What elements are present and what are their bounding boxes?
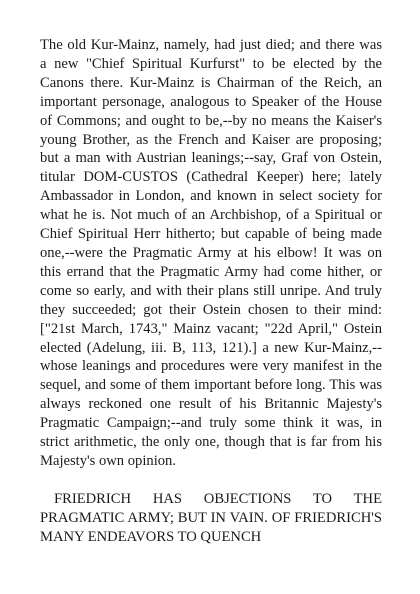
body-paragraph: The old Kur-Mainz, namely, had just died; and there was a new "Chief Spiritual Kurfurst" to be elected by the Canons there. Kur-Mainz is Chairman of the Reich, an important personage, analogous to Speaker of the House of Commons; and ought to be,--by no means the Kaiser's young Brother, as the French and Kaiser are proposing; but a man with Austrian leanings;--say, Graf von Ostein, titular DOM-CUSTOS (Cathedral Keeper) here; lately Ambassador in London, and known in select society for what he is. Not much of an Archbishop, of a Spiritual or Chief Spiritual Herr hitherto; but capable of being made one,--were the Pragmatic Army at his elbow! It was on this errand that the Pragmatic Army had come hither, or come so early, and with their plans still unripe. And truly they succeeded; got their Ostein chosen to their mind: ["21st March, 1743," Mainz vacant; "22d April," Ostein elected (Adelung, iii. B, 113, 121).] a new Kur-Mainz,--whose leanings and procedures were very manifest in the sequel, and some of them important before long. This was always reckoned one result of his Britannic Majesty's Pragmatic Campaign;--and truly some think it was, in strict arithmetic, the only one, though that is far from his Majesty's own opinion.: [40, 37, 382, 469]
section-heading: FRIEDRICH HAS OBJECTIONS TO THE PRAGMATIC ARMY; BUT IN VAIN. OF FRIEDRICH'S MANY ENDEAVORS TO QUENCH: [40, 490, 382, 545]
document-page: [40, 36, 382, 547]
